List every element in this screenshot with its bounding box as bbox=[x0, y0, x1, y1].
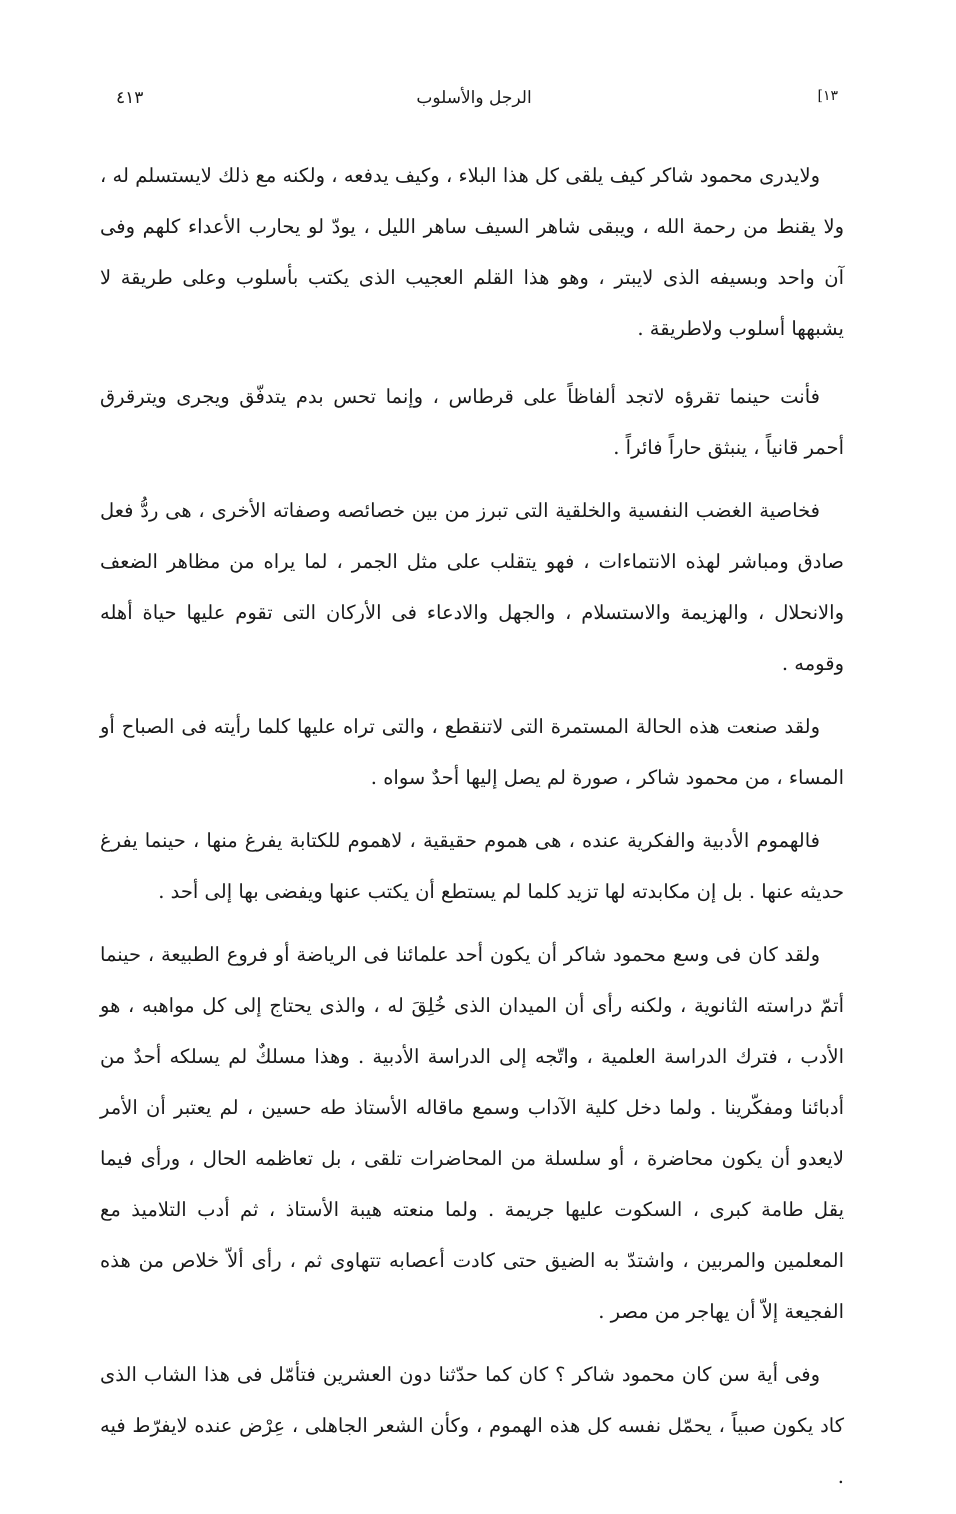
page-number: ٤١٣ bbox=[116, 88, 144, 108]
paragraph: فخاصية الغضب النفسية والخلقية التى تبرز من بين خصائصه وصفاته الأخرى ، هى ردُّ فعل صادق ومباشر لهذه الانتماءات ، فهو يتقلب على مثل الجمر ، لما يراه من مظاهر الضعف والانحلال ، والهزيمة والاستسلام ، والجهل والادعاء فى الأركان التى تقوم عليها حياة أهله وقومه . bbox=[100, 499, 844, 675]
page-header bbox=[110, 88, 838, 116]
paragraph: ولايدرى محمود شاكر كيف يلقى كل هذا البلاء ، وكيف يدفعه ، ولكنه مع ذلك لايستسلم له ، ولا يقنط من رحمة الله ، ويبقى شاهر السيف ساهر الليل ، يودّ لو يحارب الأعداء كلهم وفى آن واحد وبسيفه الذى لايبتر ، وهو هذا القلم العجيب الذى يكتب بأسلوب وعلى طريقة لا يشبهها أسلوب ولاطريقة . bbox=[100, 164, 844, 340]
paragraph: فالهموم الأدبية والفكرية عنده ، هى هموم حقيقية ، لاهموم للكتابة يفرغ منها ، حينما يفرغ حديثه عنها . بل إن مكابدته لها تزيد كلما لم يستطع أن يكتب عنها ويفضى بها إلى أحد . bbox=[100, 829, 844, 903]
paragraph: ولقد كان فى وسع محمود شاكر أن يكون أحد علمائنا فى الرياضة أو فروع الطبيعة ، حينما أتمّ دراسته الثانوية ، ولكنه رأى أن الميدان الذى خُلِقَ له ، والذى يحتاج إلى كل مواهبه ، هو الأدب ، فترك الدراسة العلمية ، واتّجه إلى الدراسة الأدبية . وهذا مسلكٌ لم يسلكه أحدٌ من أدبائنا ومفكّرينا . ولما دخل كلية الآداب وسمع ماقاله الأستاذ طه حسين ، لم يعتبر أن الأمر لايعدو أن يكون محاضرة ، أو سلسلة من المحاضرات تلقى ، بل تعاظمه الحال ، ورأى فيما يقل طامة كبرى ، السكوت عليها جريمة . ولما منعته هيبة الأستاذ ، ثم أدب التلاميذ مع المعلمين والمربين ، واشتدّ به الضيق حتى كادت أعصابه تتهاوى ثم ، رأى ألاّ خلاص من هذه الفجيعة إلاّ أن يهاجر من مصر . bbox=[100, 943, 844, 1323]
paragraph: وفى أية سن كان محمود شاكر ؟ كان كما حدّثنا دون العشرين فتأمّل فى هذا الشاب الذى كاد يكون صبياً ، يحمّل نفسه كل هذه الهموم ، وكأن الشعر الجاهلى ، عِرْض عنده لايفرّط فيه . bbox=[100, 1363, 844, 1488]
paragraph: ولقد صنعت هذه الحالة المستمرة التى لاتنقطع ، والتى تراه عليها كلما رأيته فى الصباح أو المساء ، من محمود شاكر ، صورة لم يصل إليها أحدٌ سواه . bbox=[100, 715, 844, 789]
section-marker: [١٣ bbox=[817, 88, 838, 104]
paragraph: فأنت حينما تقرؤه لاتجد ألفاظاً على قرطاس ، وإنما تحس بدم يتدفّق ويجرى ويترقرق أحمر قانياً ، ينبثق حاراً فائراً . bbox=[100, 385, 844, 459]
body-text bbox=[100, 150, 844, 1514]
running-title: الرجل والأسلوب bbox=[416, 88, 532, 108]
